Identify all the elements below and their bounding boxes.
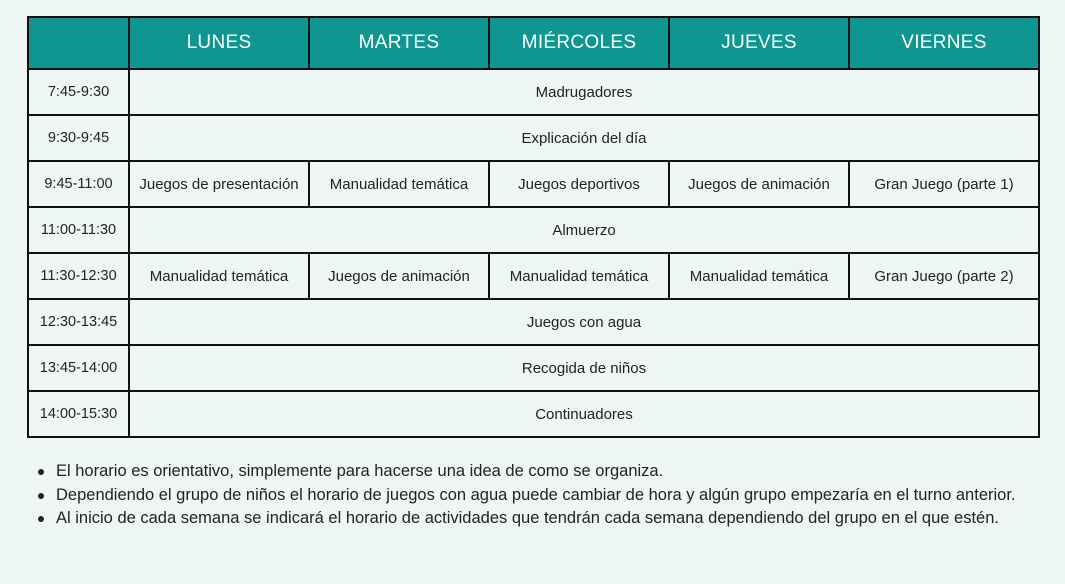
header-miercoles: MIÉRCOLES [489, 17, 669, 69]
activity-cell-martes: Juegos de animación [309, 253, 489, 299]
activity-cell-viernes: Gran Juego (parte 2) [849, 253, 1039, 299]
activity-cell: Recogida de niños [129, 345, 1039, 391]
bullet-icon [38, 516, 44, 522]
activity-cell-jueves: Manualidad temática [669, 253, 849, 299]
table-row [28, 69, 1039, 115]
time-cell: 11:00-11:30 [28, 207, 129, 253]
schedule-header [28, 17, 1039, 69]
bullet-icon [38, 493, 44, 499]
note-text: Al inicio de cada semana se indicará el horario de actividades que tendrán cada semana dependiendo del grupo en el que estén. [56, 509, 999, 527]
schedule-table [27, 16, 1040, 438]
header-martes: MARTES [309, 17, 489, 69]
activity-cell: Madrugadores [129, 69, 1039, 115]
activity-cell: Juegos con agua [129, 299, 1039, 345]
header-row [28, 17, 1039, 69]
header-jueves: JUEVES [669, 17, 849, 69]
header-lunes: LUNES [129, 17, 309, 69]
table-row [28, 161, 1039, 207]
time-cell: 7:45-9:30 [28, 69, 129, 115]
activity-cell-martes: Manualidad temática [309, 161, 489, 207]
activity-cell-miercoles: Juegos deportivos [489, 161, 669, 207]
activity-cell-miercoles: Manualidad temática [489, 253, 669, 299]
table-row [28, 207, 1039, 253]
activity-cell: Almuerzo [129, 207, 1039, 253]
table-row [28, 391, 1039, 437]
activity-cell: Explicación del día [129, 115, 1039, 161]
time-cell: 13:45-14:00 [28, 345, 129, 391]
activity-cell-lunes: Juegos de presentación [129, 161, 309, 207]
note-text: Dependiendo el grupo de niños el horario de juegos con agua puede cambiar de hora y algún grupo empezaría en el turno anterior. [56, 485, 1016, 504]
table-row [28, 345, 1039, 391]
activity-cell-viernes: Gran Juego (parte 1) [849, 161, 1039, 207]
header-viernes: VIERNES [849, 17, 1039, 69]
activity-cell-jueves: Juegos de animación [669, 161, 849, 207]
bullet-icon [38, 469, 44, 475]
list-item [38, 460, 1016, 484]
activity-cell: Continuadores [129, 391, 1039, 437]
time-cell: 9:45-11:00 [28, 161, 129, 207]
note-text: El horario es orientativo, simplemente para hacerse una idea de como se organiza. [56, 462, 664, 480]
time-cell: 11:30-12:30 [28, 253, 129, 299]
list-item [38, 484, 1016, 508]
header-corner [28, 17, 129, 69]
time-cell: 9:30-9:45 [28, 115, 129, 161]
time-cell: 14:00-15:30 [28, 391, 129, 437]
table-row [28, 299, 1039, 345]
notes-list [38, 460, 1016, 531]
table-row [28, 115, 1039, 161]
schedule-body [28, 69, 1039, 437]
table-row [28, 253, 1039, 299]
activity-cell-lunes: Manualidad temática [129, 253, 309, 299]
time-cell: 12:30-13:45 [28, 299, 129, 345]
list-item [38, 507, 1016, 531]
